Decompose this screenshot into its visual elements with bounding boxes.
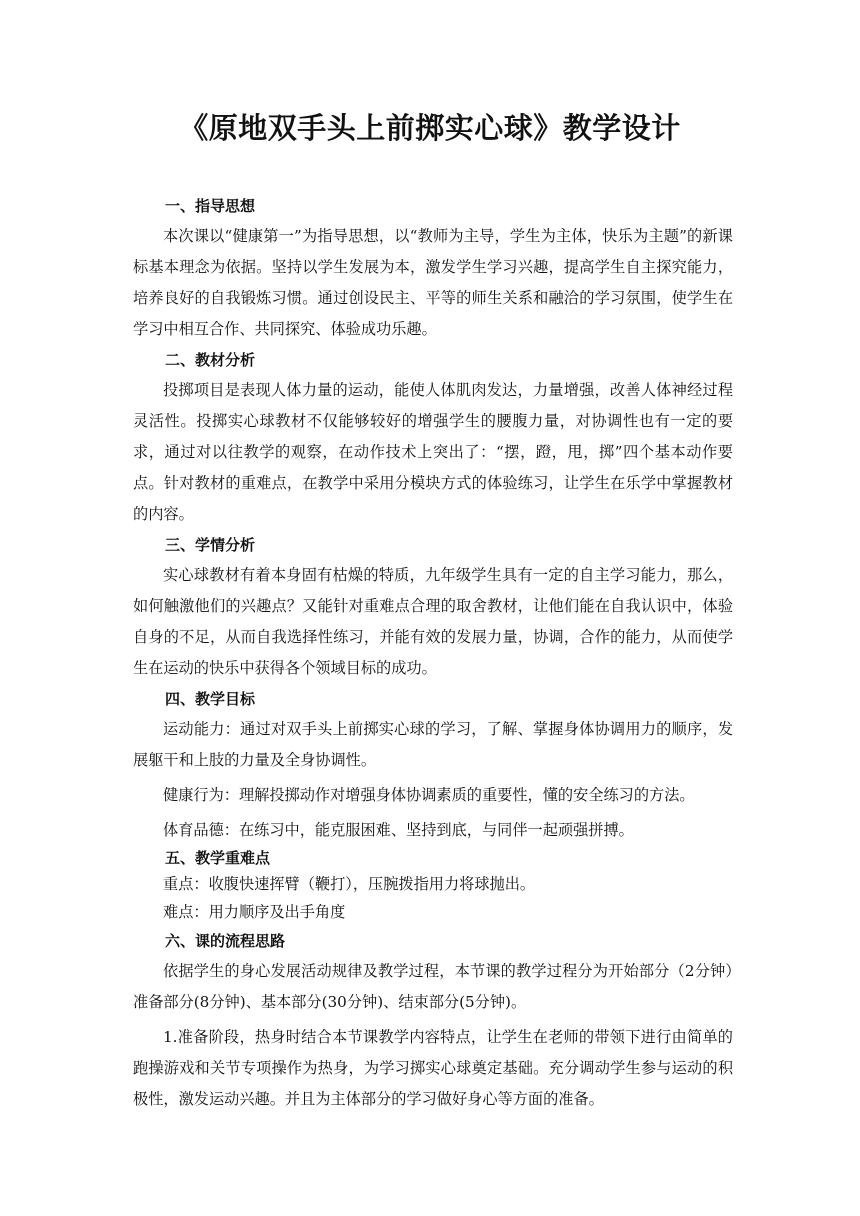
section-heading: 二、教材分析 bbox=[165, 351, 256, 369]
section-paragraph: 实心球教材有着本身固有枯燥的特质，九年级学生具有一定的自主学习能力，那么，如何触激他们的兴趣点？又能针对重难点合理的取舍教材，让他们能在自我认识中，体验自身的不足，从而自我选择性练习，并能有效的发展力量，协调，合作的能力，从而使学生在运动的快乐中获得各个领域目标的成功。 bbox=[133, 566, 733, 677]
section-heading: 五、教学重难点 bbox=[165, 849, 271, 867]
section-student-analysis bbox=[133, 530, 733, 684]
section-paragraph: 重点：收腹快速挥臂（鞭打），压腕拨指用力将球抛出。 bbox=[163, 875, 536, 893]
section-guiding-ideology bbox=[133, 191, 733, 345]
document-body bbox=[133, 191, 733, 1115]
section-paragraph: 运动能力：通过对双手头上前掷实心球的学习，了解、掌握身体协调用力的顺序，发展躯干和上肢的力量及全身协调性。 bbox=[133, 720, 733, 769]
section-paragraph: 体育品德：在练习中，能克服困难、坚持到底，与同伴一起顽强拼搏。 bbox=[163, 821, 634, 839]
section-lesson-flow bbox=[133, 926, 733, 1115]
section-heading: 三、学情分析 bbox=[165, 536, 256, 554]
section-teaching-objectives bbox=[133, 684, 733, 846]
section-key-difficult-points bbox=[133, 846, 733, 926]
section-paragraph: 本次课以“健康第一”为指导思想，以“教师为主导，学生为主体，快乐为主题”的新课标基本理念为依据。坚持以学生发展为本，激发学生学习兴趣，提高学生自主探究能力，培养良好的自我锻炼习惯。通过创设民主、平等的师生关系和融洽的学习氛围，使学生在学习中相互合作、共同探究、体验成功乐趣。 bbox=[133, 227, 733, 338]
section-heading: 四、教学目标 bbox=[165, 690, 256, 708]
section-heading: 六、课的流程思路 bbox=[165, 932, 286, 950]
section-paragraph: 1.准备阶段，热身时结合本节课教学内容特点，让学生在老师的带领下进行由简单的跑操游戏和关节专项操作为热身，为学习掷实心球奠定基础。充分调动学生参与运动的积极性，激发运动兴趣。并且为主体部分的学习做好身心等方面的准备。 bbox=[133, 1028, 733, 1108]
section-paragraph: 投掷项目是表现人体力量的运动，能使人体肌肉发达，力量增强，改善人体神经过程灵活性。投掷实心球教材不仅能够较好的增强学生的腰腹力量，对协调性也有一定的要求，通过对以往教学的观察，在动作技术上突出了：“摆，蹬，甩，掷”四个基本动作要点。针对教材的重难点，在教学中采用分模块方式的体验练习，让学生在乐学中掌握教材的内容。 bbox=[133, 381, 733, 523]
section-textbook-analysis bbox=[133, 345, 733, 530]
section-paragraph: 难点：用力顺序及出手角度 bbox=[163, 903, 346, 921]
section-paragraph: 健康行为：理解投掷动作对增强身体协调素质的重要性，懂的安全练习的方法。 bbox=[163, 786, 695, 804]
section-paragraph: 依据学生的身心发展活动规律及教学过程，本节课的教学过程分为开始部分（2分钟）准备部分(8分钟)、基本部分(30分钟)、结束部分(5分钟)。 bbox=[133, 962, 733, 1011]
section-heading: 一、指导思想 bbox=[165, 197, 256, 215]
document-title: 《原地双手头上前掷实心球》教学设计 bbox=[179, 111, 681, 145]
